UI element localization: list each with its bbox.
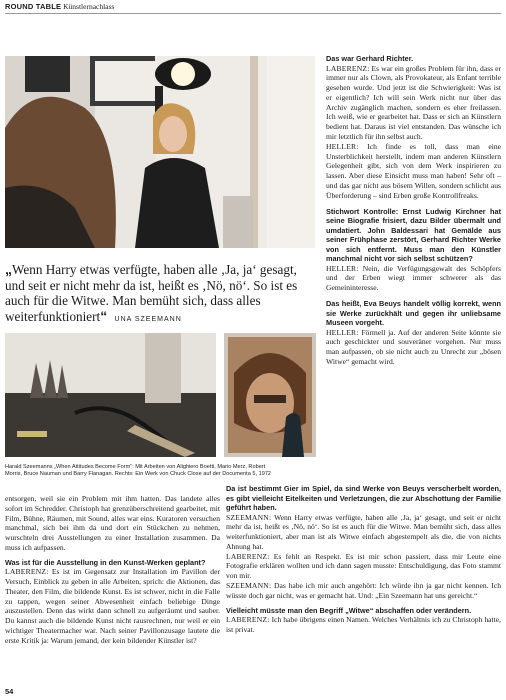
pull-quote-author: UNA SZEEMANN: [114, 315, 182, 323]
answer-text: Ich finde es toll, dass man eine Unsterblichkeit herstellt, indem man anderen Künstlern Gelegenheit gibt, sich von dem Werk inspirieren zu lassen. Aber diese Einsicht muss man haben! Sehr oft – und das gar nicht aus bösem Willen, sondern schlicht aus Überforderung – sind Erben große Kontrollfreaks.: [326, 141, 501, 200]
speaker-label: LABERENZ:: [326, 63, 370, 73]
right-column-lower: [226, 484, 501, 635]
right-column-upper: [326, 54, 501, 367]
photo-caption: Harald Szeemanns „When Attitudes Become Form“: Mit Arbeiten von Alighiero Boetti, Mario Merz, Robert Morris, Bruce Nauman und Barry Flanagan. Rechts: Ein Werk von Chuck Close auf der Documenta 5, 1972: [5, 464, 272, 478]
chuck-close-photo: [224, 333, 316, 457]
header-section: ROUND TABLE: [5, 2, 62, 11]
left-column-lower: [5, 494, 220, 646]
speaker-label: HELLER:: [326, 263, 359, 273]
speaker-label: LABERENZ:: [226, 551, 270, 561]
page-number: 54: [5, 687, 14, 696]
paragraph: entsorgen, weil sie ein Problem mit ihm hatten. Das landete alles sofort im Schredder. Christoph hat grenzüberschreitend gearbeitet, mit Film, Bühne, Räumen, mit Sound, alles war eins. Kuratoren versuchen manchmal, sich bei ihm da und dort ein Stückchen zu nehmen, wurschteln drei Ausstellungen zu einer Installation zusammen. Da muss ich aufpassen.: [5, 494, 220, 552]
answer-text: Es ist im Gegensatz zur Installation im Pavillon der Versuch, Einblick zu geben in alle Arbeiten, sprich: die Aktionen, das Theater, den Film, die bildende Kunst. Es ist schwer, nicht in die Falle zu tappen, wegen seiner Abwesenheit einfach beliebige Dinge auszustellen. Denn das wirkt dann schnell zu aufgeräumt und sauber. Du kannst auch die bildende Kunst nicht rausrechnen, nur weil er ein wichtiger Theatermacher war. Nach seiner Pavillonzusage lautete die erste Kritik ja: Warum jemand, der kein bildender Künstler ist?: [5, 567, 221, 645]
speaker-label: HELLER:: [326, 327, 359, 337]
speaker-label: HELLER:: [326, 141, 359, 151]
answer-text: Ich habe übrigens einen Namen. Welches Verhältnis ich zu Christoph hatte, ist privat.: [226, 615, 501, 634]
question: Das war Gerhard Richter.: [326, 54, 414, 63]
speaker-label: SZEEMANN:: [226, 581, 272, 591]
header-topic: Künstlernachlass: [63, 2, 115, 11]
answer-text: Es fehlt an Respekt. Es ist mir schon passiert, dass mir Leute eine Fotografie erklären wollten und ich dann sagen musste: Entschuldigung, das Foto stammt von mir.: [226, 551, 501, 581]
speaker-label: LABERENZ:: [226, 615, 270, 625]
running-header: [5, 2, 114, 11]
header-rule: [5, 13, 501, 14]
question: Da ist bestimmt Gier im Spiel, da sind Werke von Beuys verscherbelt worden, es gibt vielleicht Eitelkeiten und Verletzungen, die zur Abschottung der Familie geführt haben.: [226, 484, 501, 512]
question: Stichwort Kontrolle: Ernst Ludwig Kirchner hat seine Biografie frisiert, dazu Bilder übermalt und umdatiert. John Baldessari hat Gemälde aus seiner Frühphase zerstört, Gerhard Richter Werke von sich entfernt. Muss man den Künstler manchmal nicht vor sich selbst schützen?: [326, 206, 501, 264]
answer-text: Förmell ja. Auf der anderen Seite könnte sie auch geschickter und souveräner vorgehen. Nur muss man aufpassen, ob sie nicht auch zu Unrecht zur „bösen Witwe“ gemacht wird.: [326, 327, 501, 366]
question: Das heißt, Eva Beuys handelt völlig korrekt, wenn sie Werke zurückhält und gegen ihr unliebsame Museen vorgeht.: [326, 299, 501, 328]
question: Vielleicht müsste man den Begriff „Witwe“ abschaffen oder verändern.: [226, 605, 472, 615]
question: Was ist für die Ausstellung in den Kunst-Werken geplant?: [5, 557, 206, 567]
speaker-label: LABERENZ:: [5, 567, 49, 577]
answer-text: Das habe ich mir auch angehört: Ich würde ihn ja gar nicht kennen. Ich wüsste doch gar nicht, was er gemacht hat. Und: „Ein Szeemann hat uns gereicht.“: [226, 581, 501, 600]
quote-close-mark: “: [100, 307, 108, 324]
pull-quote: [5, 262, 315, 327]
quote-open-mark: „: [5, 261, 12, 277]
installation-photo: [5, 333, 216, 457]
answer-text: Nein, die Verfügungsgewalt des Schöpfers und der Erben wiegt immer schwerer als das Gemeininteresse.: [326, 263, 501, 293]
pull-quote-text: Wenn Harry etwas verfügte, haben alle ‚Ja, ja‘ gesagt, und seit er nicht mehr da ist, heißt es ‚Nö, nö‘. So ist es auch für die Witwe. Man bemüht sich, dass alles weiterfunktioniert: [5, 262, 298, 324]
answer-text: Wenn Harry etwas verfügte, haben alle ‚Ja, ja‘ gesagt, und seit er nicht mehr da ist, heißt es ‚Nö, nö‘. So ist es auch für die Witwe. Man bemüht sich, dass alles weiterfunktioniert, aber man ist als Witwe einfach abgestempelt als die, die von nichts Ahnung hat.: [226, 512, 502, 551]
portrait-photo: [5, 56, 315, 248]
answer-text: Es war ein großes Problem für ihn, dass er immer nur als Clown, als Provokateur, als Enfant terrible gesehen wurde. Und jetzt ist die Schwierigkeit: Was ist er eigentlich? Ich will sein Werk nicht nur über das Archiv zugänglich machen, sondern es eher freilassen. Ich weiß, wie er gearbeitet hat. Dass er sich an Künstlern bedient hat. Daraus ist viel entstanden. Das wünsche ich mir letztlich für ihn selbst auch.: [326, 63, 501, 142]
speaker-label: SZEEMANN:: [226, 512, 272, 522]
